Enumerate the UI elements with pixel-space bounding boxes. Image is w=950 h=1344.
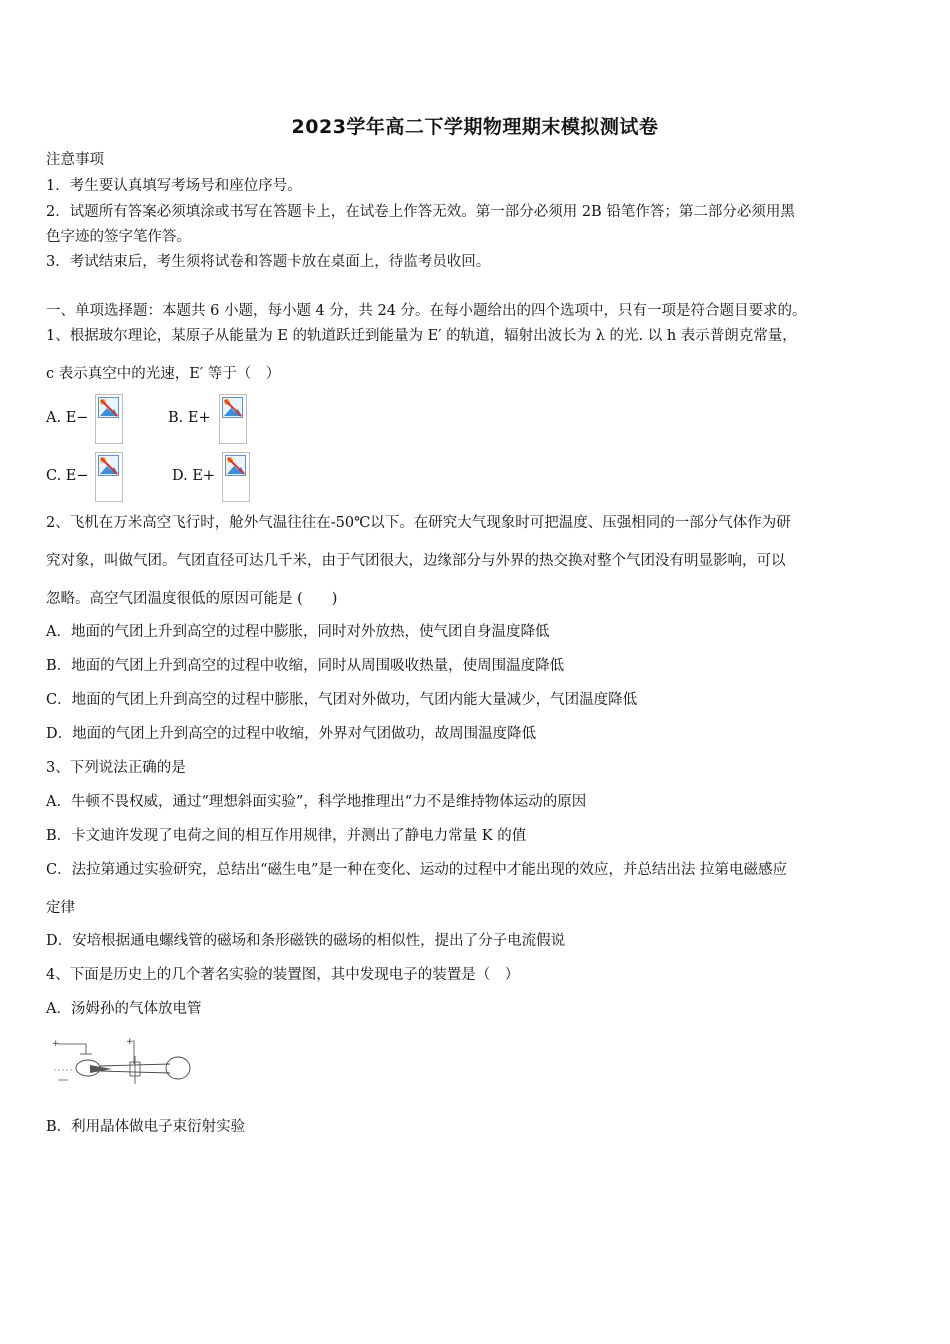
broken-image-icon <box>95 394 123 444</box>
q4-option-a[interactable]: A．汤姆孙的气体放电管 <box>46 1001 202 1017</box>
figure-plus-label: + <box>52 1039 60 1049</box>
q2-option-d[interactable]: D．地面的气团上升到高空的过程中收缩，外界对气团做功，故周围温度降低 <box>46 726 537 742</box>
notice-line-1: 1．考生要认真填写考场号和座位序号。 <box>46 178 302 194</box>
q1-option-d[interactable]: D. E+ <box>172 468 216 484</box>
notice-line-2b: 色字迹的签字笔作答。 <box>46 229 191 245</box>
broken-image-icon <box>95 452 123 502</box>
broken-image-icon <box>219 394 247 444</box>
notice-line-3: 3．考试结束后，考生须将试卷和答题卡放在桌面上，待监考员收回。 <box>46 254 491 270</box>
q1-option-c[interactable]: C. E− <box>46 468 89 484</box>
notice-line-2a: 2．试题所有答案必须填涂或书写在答题卡上，在试卷上作答无效。第一部分必须用 2B 铅笔作答；第二部分必须用黑 <box>46 204 795 220</box>
section-heading: 一、单项选择题：本题共 6 小题，每小题 4 分，共 24 分。在每小题给出的四个选项中，只有一项是符合题目要求的。 <box>46 303 807 319</box>
q3-option-b[interactable]: B．卡文迪许发现了电荷之间的相互作用规律，并测出了静电力常量 K 的值 <box>46 828 527 844</box>
q3-stem: 3、下列说法正确的是 <box>46 760 186 776</box>
q1-option-b[interactable]: B. E+ <box>168 410 211 426</box>
q1-stem-line-2: c 表示真空中的光速，E′ 等于（ ） <box>46 366 281 382</box>
q2-stem-line-3: 忽略。高空气团温度很低的原因可能是 ( ) <box>46 591 338 607</box>
figure-plus-label: + <box>126 1037 134 1047</box>
gas-discharge-tube-figure <box>50 1036 200 1092</box>
q4-option-b[interactable]: B．利用晶体做电子束衍射实验 <box>46 1119 246 1135</box>
q2-option-a[interactable]: A．地面的气团上升到高空的过程中膨胀，同时对外放热，使气团自身温度降低 <box>46 624 550 640</box>
page-title: 2023学年高二下学期物理期末模拟测试卷 <box>291 116 659 138</box>
q1-option-a[interactable]: A. E− <box>46 410 89 426</box>
q2-stem-line-2: 究对象，叫做气团。气团直径可达几千米，由于气团很大，边缘部分与外界的热交换对整个气团没有明显影响，可以 <box>46 553 786 569</box>
q3-option-a[interactable]: A．牛顿不畏权威，通过“理想斜面实验”，科学地推理出“力不是维持物体运动的原因 <box>46 794 587 810</box>
q2-option-b[interactable]: B．地面的气团上升到高空的过程中收缩，同时从周围吸收热量，使周围温度降低 <box>46 658 565 674</box>
notice-heading: 注意事项 <box>46 152 104 168</box>
q3-option-c-line-1[interactable]: C．法拉第通过实验研究，总结出“磁生电”是一种在变化、运动的过程中才能出现的效应，并总结出法 拉第电磁感应 <box>46 862 788 878</box>
q1-stem-line-1: 1、根据玻尔理论，某原子从能量为 E 的轨道跃迁到能量为 E′ 的轨道，辐射出波长为 λ 的光. 以 h 表示普朗克常量， <box>46 328 797 344</box>
q3-option-c-line-2: 定律 <box>46 900 75 916</box>
q2-option-c[interactable]: C．地面的气团上升到高空的过程中膨胀，气团对外做功，气团内能大量减少，气团温度降低 <box>46 692 638 708</box>
q2-stem-line-1: 2、飞机在万米高空飞行时，舱外气温往往在-50℃以下。在研究大气现象时可把温度、压强相同的一部分气体作为研 <box>46 515 791 531</box>
q4-stem: 4、下面是历史上的几个著名实验的装置图，其中发现电子的装置是（ ） <box>46 967 520 983</box>
broken-image-icon <box>222 452 250 502</box>
q3-option-d[interactable]: D．安培根据通电螺线管的磁场和条形磁铁的磁场的相似性，提出了分子电流假说 <box>46 933 566 949</box>
